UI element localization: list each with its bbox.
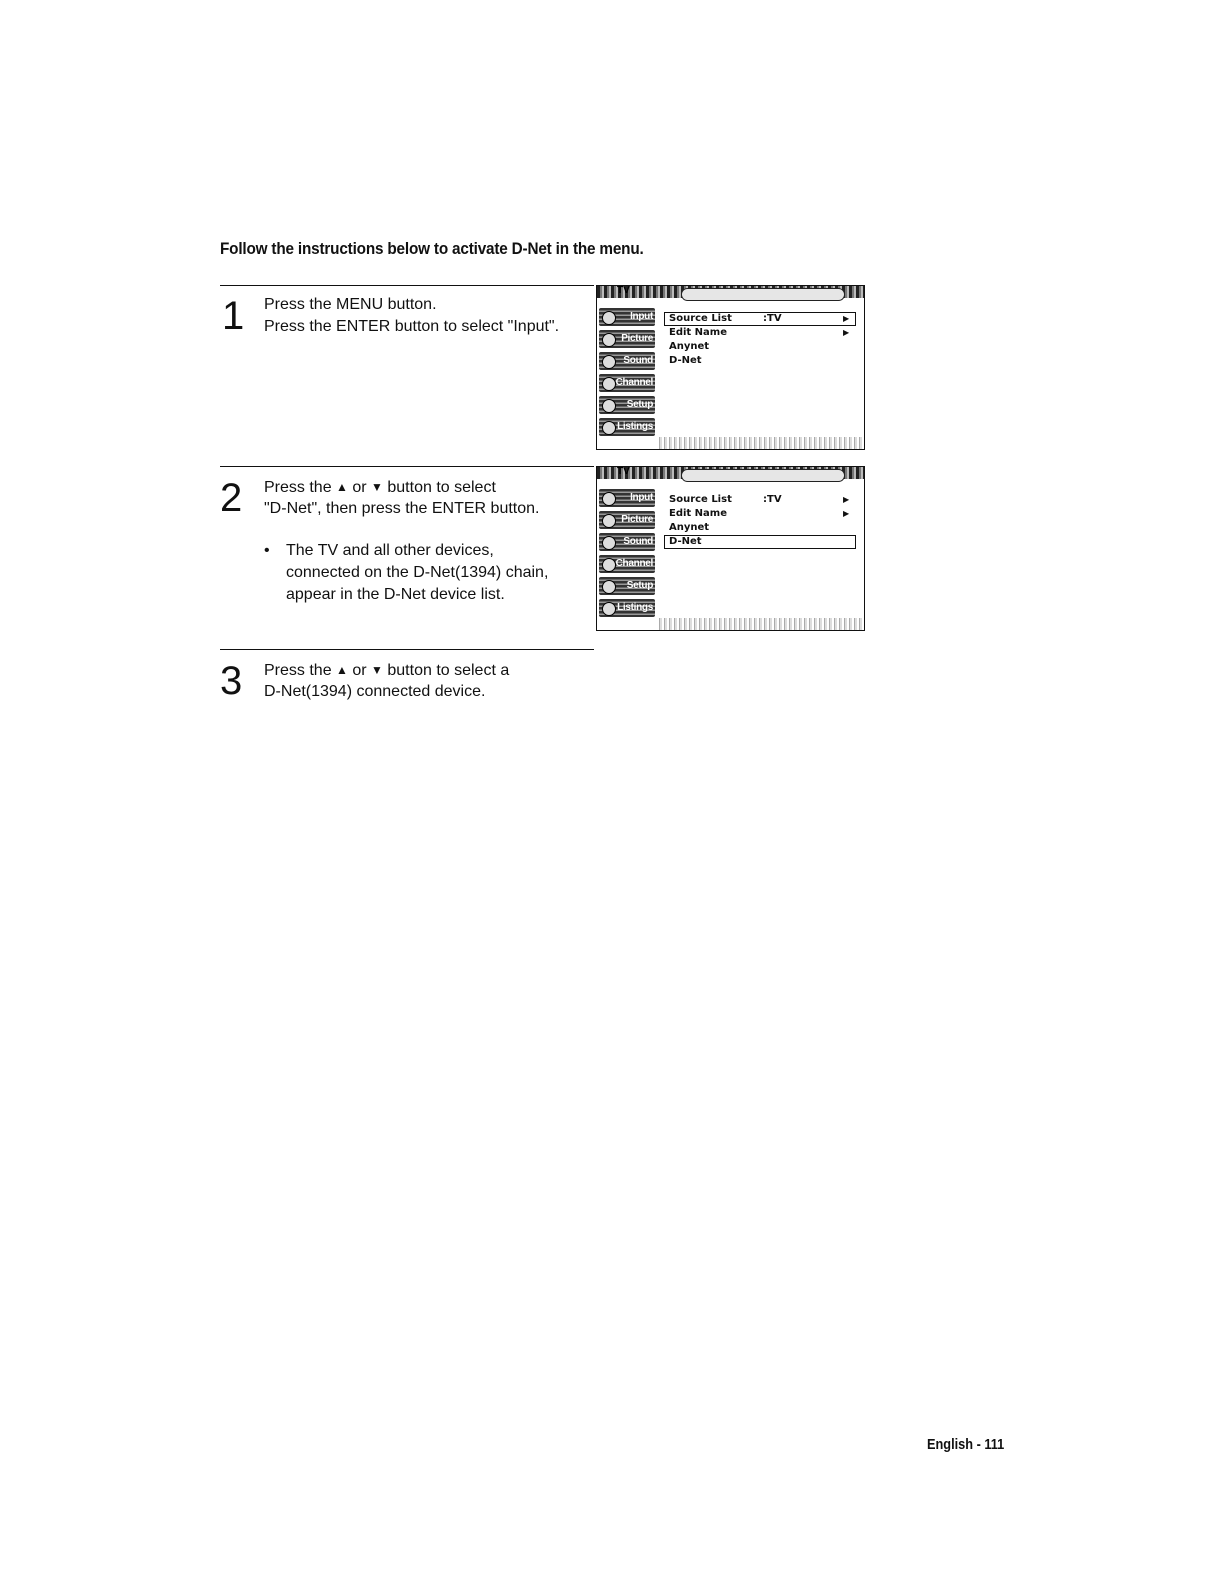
step-3-line-1: Press the ▲ or ▼ button to select a xyxy=(264,659,509,682)
tv-menu-screen xyxy=(596,466,865,631)
setup-icon xyxy=(602,580,616,594)
menu-item-source-list: Source List xyxy=(669,313,732,324)
note-line-3: appear in the D-Net device list. xyxy=(286,586,505,603)
step-3-line-2: D-Net(1394) connected device. xyxy=(264,683,486,700)
up-arrow-icon: ▲ xyxy=(336,663,348,677)
down-arrow-icon: ▼ xyxy=(371,663,383,677)
menu-item-edit-name: Edit Name xyxy=(669,508,727,519)
step-divider xyxy=(220,649,594,650)
menu-item-source-list: Source List xyxy=(669,494,732,505)
step-divider xyxy=(220,466,594,467)
screen-title-pill xyxy=(681,469,845,482)
picture-icon xyxy=(602,333,616,347)
sound-icon xyxy=(602,355,616,369)
sidebar-item-listings: Listings xyxy=(599,599,655,617)
step-2-line-1: Press the ▲ or ▼ button to select xyxy=(264,476,496,499)
sidebar-item-picture: Picture xyxy=(599,330,655,348)
screen-sidebar xyxy=(597,479,657,618)
screen-help-bar xyxy=(657,437,864,449)
source-list-value: :TV xyxy=(763,313,782,324)
tv-menu-screen xyxy=(596,285,865,450)
channel-icon xyxy=(602,558,616,572)
menu-item-edit-name: Edit Name xyxy=(669,327,727,338)
sidebar-item-sound: Sound xyxy=(599,533,655,551)
arrow-right-icon: ▶ xyxy=(843,328,850,337)
source-list-value: :TV xyxy=(763,494,782,505)
sidebar-item-input: Input xyxy=(599,489,655,507)
arrow-right-icon: ▶ xyxy=(843,495,850,504)
step-number: 1 xyxy=(222,294,245,338)
bullet-icon: • xyxy=(264,542,270,559)
menu-item-anynet: Anynet xyxy=(669,341,710,352)
down-arrow-icon: ▼ xyxy=(371,480,383,494)
sidebar-item-listings: Listings xyxy=(599,418,655,436)
up-arrow-icon: ▲ xyxy=(336,480,348,494)
screen-help-bar xyxy=(657,618,864,630)
sidebar-item-picture: Picture xyxy=(599,511,655,529)
setup-icon xyxy=(602,399,616,413)
sidebar-item-sound: Sound xyxy=(599,352,655,370)
note-line-2: connected on the D-Net(1394) chain, xyxy=(286,564,549,581)
listings-icon xyxy=(602,602,616,616)
sidebar-item-channel: Channel xyxy=(599,555,655,573)
screen-tv-label: TV xyxy=(617,285,630,296)
arrow-right-icon: ▶ xyxy=(843,509,850,518)
screen-tv-label: TV xyxy=(617,466,630,477)
picture-icon xyxy=(602,514,616,528)
step-number: 3 xyxy=(220,659,243,703)
step-1-line-2: Press the ENTER button to select "Input". xyxy=(264,318,560,335)
screen-sidebar xyxy=(597,298,657,437)
input-icon xyxy=(602,311,616,325)
step-1-line-1: Press the MENU button. xyxy=(264,296,437,313)
step-number: 2 xyxy=(220,476,243,520)
listings-icon xyxy=(602,421,616,435)
menu-item-d-net: D-Net xyxy=(669,355,702,366)
menu-item-anynet: Anynet xyxy=(669,522,710,533)
sidebar-item-setup: Setup xyxy=(599,577,655,595)
page-footer: English - 111 xyxy=(927,1436,1005,1453)
step-2-line-2: "D-Net", then press the ENTER button. xyxy=(264,500,540,517)
arrow-right-icon: ▶ xyxy=(843,314,850,323)
sidebar-item-channel: Channel xyxy=(599,374,655,392)
screen-title-bar xyxy=(597,286,864,298)
screen-title-pill xyxy=(681,288,845,301)
screen-title-bar xyxy=(597,467,864,479)
step-divider xyxy=(220,285,594,286)
sidebar-item-setup: Setup xyxy=(599,396,655,414)
input-icon xyxy=(602,492,616,506)
channel-icon xyxy=(602,377,616,391)
sidebar-item-input: Input xyxy=(599,308,655,326)
note-line-1: The TV and all other devices, xyxy=(286,542,494,559)
sound-icon xyxy=(602,536,616,550)
menu-item-d-net: D-Net xyxy=(669,536,702,547)
page-heading: Follow the instructions below to activate D-Net in the menu. xyxy=(220,239,644,258)
